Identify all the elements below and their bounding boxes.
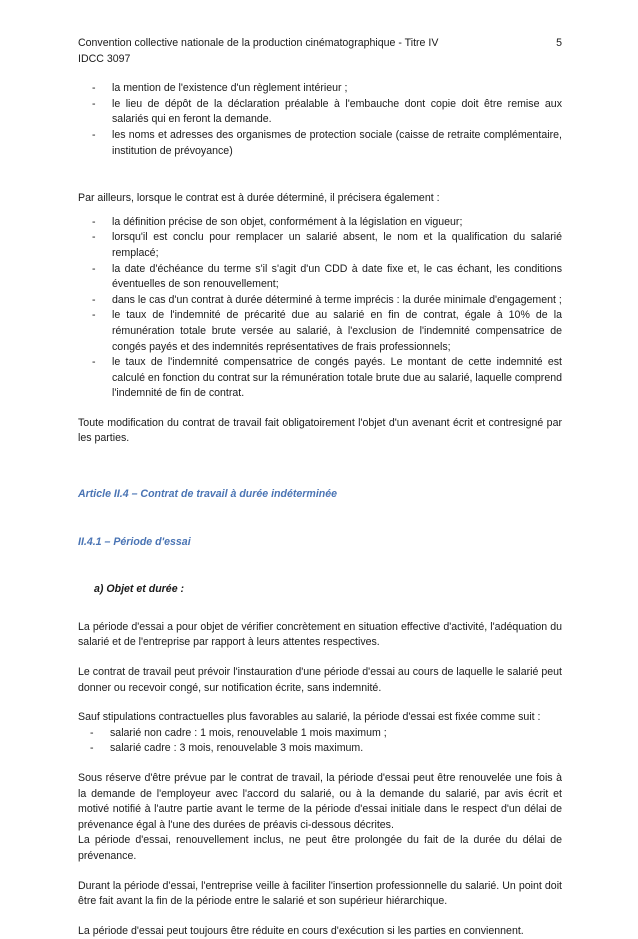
list-reglement bbox=[78, 81, 562, 159]
header-idcc: IDCC 3097 bbox=[78, 52, 131, 65]
paragraph-reserve: Sous réserve d'être prévue par le contrat de travail, la période d'essai peut être renouvelée une fois à la demande de l'employeur avec l'accord du salarié, ou à la demande du salarié, par avis écrit et motivé notifié à l'autre partie avant le terme de la période d'essai initiale dans le respect d'un délai de prévenance égal à l'une des durées de préavis ci-dessous décrites. bbox=[78, 772, 562, 831]
list-item: - le lieu de dépôt de la déclaration préalable à l'embauche dont copie doit être remise aux salariés qui en feront la demande. bbox=[92, 97, 562, 126]
list-item: - le taux de l'indemnité compensatrice de congés payés. Le montant de cette indemnité est calculé en fonction du contrat sur la rémunération totale brute due au salarié, laquelle comprend l'indemnité de fin de contrat. bbox=[92, 356, 562, 400]
page-content bbox=[78, 36, 562, 939]
list-item: - la mention de l'existence d'un règlement intérieur ; bbox=[92, 82, 348, 95]
page-header bbox=[78, 36, 562, 67]
paragraph-reduite: La période d'essai peut toujours être réduite en cours d'exécution si les parties en conviennent. bbox=[78, 924, 524, 937]
list-item: - dans le cas d'un contrat à durée déterminé à terme imprécis : la durée minimale d'engagement ; bbox=[92, 293, 562, 306]
list-item: - la date d'échéance du terme s'il s'agit d'un CDD à date fixe et, le cas échant, les conditions éventuelles de son renouvellement; bbox=[92, 262, 562, 291]
list-item: - le taux de l'indemnité de précarité due au salarié en fin de contrat, égale à 10% de la rémunération totale brute versée au salarié, à l'exclusion de l'indemnité compensatrice de congés payés et des indemnités représentatives de frais professionnels; bbox=[92, 309, 562, 353]
paragraph-objet: La période d'essai a pour objet de vérifier concrètement en situation effective d'activité, l'adéquation du salarié et de l'entreprise par rapport à leurs attentes respectives. bbox=[78, 620, 562, 649]
article-heading: Article II.4 – Contrat de travail à durée indéterminée bbox=[78, 488, 338, 501]
paragraph-prolongee: La période d'essai, renouvellement inclus, ne peut être prolongée du fait de la durée du délai de prévenance. bbox=[78, 834, 562, 862]
list-item: - la définition précise de son objet, conformément à la législation en vigueur; bbox=[92, 215, 463, 228]
list-item: - les noms et adresses des organismes de protection sociale (caisse de retraite complémentaire, institution de prévoyance) bbox=[92, 128, 562, 157]
paragraph-stipulations: Sauf stipulations contractuelles plus favorables au salarié, la période d'essai est fixée comme suit : bbox=[78, 711, 541, 724]
list-cdd-mentions bbox=[78, 215, 562, 402]
paragraph-insertion: Durant la période d'essai, l'entreprise veille à faciliter l'insertion professionnelle du salarié. Un point doit être fait avant la fin de la période entre le salarié et son supérieur hiérarchique. bbox=[78, 879, 562, 908]
paragraph-par-ailleurs: Par ailleurs, lorsque le contrat est à durée déterminé, il précisera également : bbox=[78, 192, 440, 205]
paragraph-modification: Toute modification du contrat de travail fait obligatoirement l'objet d'un avenant écrit et contresigné par les parties. bbox=[78, 416, 562, 445]
list-item: - salarié cadre : 3 mois, renouvelable 3 mois maximum. bbox=[90, 742, 364, 755]
header-title: Convention collective nationale de la production cinématographique - Titre IV bbox=[78, 37, 439, 49]
list-durees bbox=[78, 726, 562, 757]
list-item: - salarié non cadre : 1 mois, renouvelable 1 mois maximum ; bbox=[90, 726, 387, 739]
section-heading: II.4.1 – Période d'essai bbox=[78, 535, 191, 548]
list-item: - lorsqu'il est conclu pour remplacer un salarié absent, le nom et la qualification du salarié remplacé; bbox=[92, 231, 562, 259]
subsection-heading: a) Objet et durée : bbox=[94, 583, 185, 596]
paragraph-instauration: Le contrat de travail peut prévoir l'instauration d'une période d'essai au cours de laquelle le salarié peut donner ou recevoir congé, sur notification écrite, sans indemnité. bbox=[78, 666, 562, 694]
page-number: 5 bbox=[556, 37, 562, 49]
